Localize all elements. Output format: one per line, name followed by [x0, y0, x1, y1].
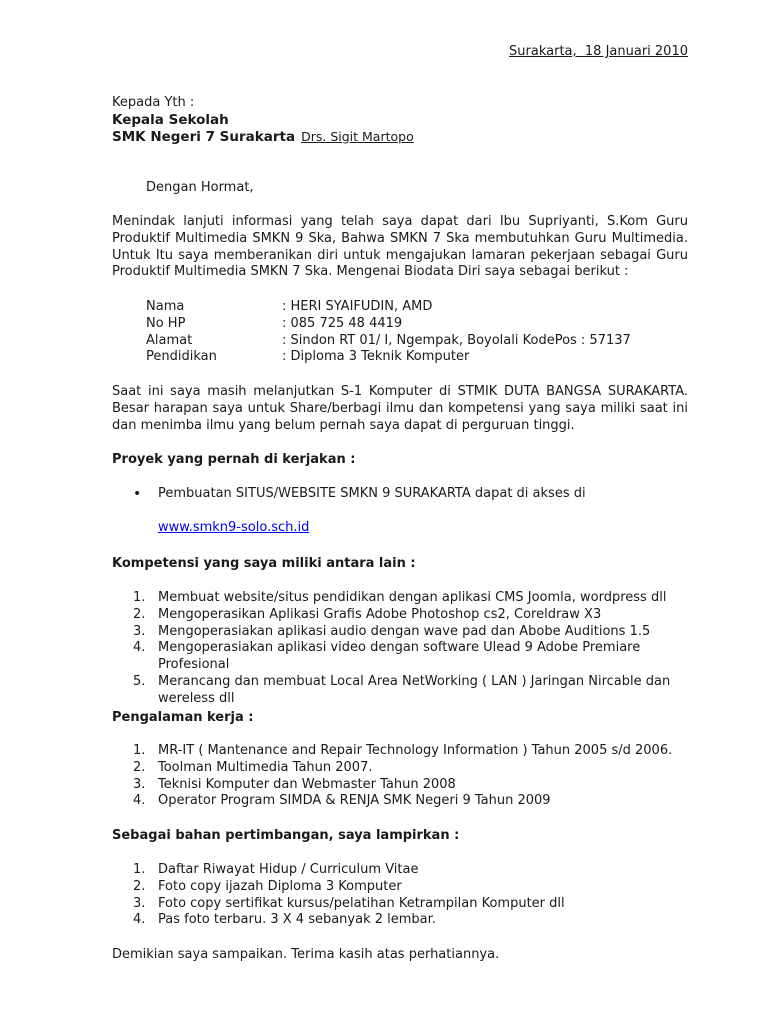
biodata-table [146, 299, 686, 366]
list-item: 5. Merancang dan membuat Local Area NetWorking ( LAN ) Jaringan Nircable dan wereless dll [133, 673, 671, 706]
experience-heading: Pengalaman kerja : [112, 710, 254, 725]
list-item: 1. MR-IT ( Mantenance and Repair Technology Information ) Tahun 2005 s/d 2006. [133, 743, 673, 758]
biodata-value: : HERI SYAIFUDIN, AMD [282, 299, 433, 314]
list-item: 2. Mengoperasikan Aplikasi Grafis Adobe Photoshop cs2, Coreldraw X3 [133, 606, 602, 622]
second-paragraph: Saat ini saya masih melanjutkan S-1 Komputer di STMIK DUTA BANGSA SURAKARTA. Besar harapan saya untuk Share/berbagi ilmu dan kompetensi yang saya miliki saat ini dan menimba ilmu yang belum pernah saya dapat di perguruan tinggi. [112, 384, 688, 433]
recipient-to: Kepada Yth : [112, 95, 195, 110]
attachments-heading: Sebagai bahan pertimbangan, saya lampirkan : [112, 828, 460, 843]
greeting: Dengan Hormat, [146, 180, 254, 195]
list-item: • Pembuatan SITUS/WEBSITE SMKN 9 SURAKARTA dapat di akses di [133, 486, 693, 503]
biodata-label: No HP [146, 315, 186, 331]
list-item: 3. Mengoperasiakan aplikasi audio dengan wave pad dan Abobe Auditions 1.5 [133, 623, 651, 639]
recipient-block [112, 95, 414, 145]
biodata-label: Nama [146, 299, 185, 314]
biodata-value: : 085 725 48 4419 [282, 315, 403, 331]
projects-list [133, 486, 693, 503]
recipient-line2: SMK Negeri 7 Surakarta [112, 128, 296, 145]
competencies-heading: Kompetensi yang saya miliki antara lain : [112, 556, 416, 571]
experience-list [133, 743, 693, 810]
biodata-label: Alamat [146, 332, 193, 348]
biodata-row [146, 299, 686, 316]
list-item: 4. Operator Program SIMDA & RENJA SMK Negeri 9 Tahun 2009 [133, 793, 551, 809]
biodata-row [146, 349, 686, 366]
list-item: 4. Pas foto terbaru. 3 X 4 sebanyak 2 lembar. [133, 912, 436, 928]
letter-date: Surakarta, 18 Januari 2010 [509, 44, 688, 59]
intro-paragraph: Menindak lanjuti informasi yang telah saya dapat dari Ibu Supriyanti, S.Kom Guru Produktif Multimedia SMKN 9 Ska, Bahwa SMKN 7 Ska membutuhkan Guru Multimedia. Untuk Itu saya memberanikan diri untuk mengajukan lamaran pekerjaan sebagai Guru Produktif Multimedia SMKN 7 Ska. Mengenai Biodata Diri saya sebagai berikut : [112, 214, 688, 280]
list-item: 3. Foto copy sertifikat kursus/pelatihan Ketrampilan Komputer dll [133, 895, 565, 911]
projects-heading: Proyek yang pernah di kerjakan : [112, 452, 356, 467]
recipient-name: Drs. Sigit Martopo [301, 128, 414, 144]
website-link[interactable]: www.smkn9-solo.sch.id [158, 520, 310, 535]
attachments-list [133, 862, 693, 929]
biodata-row [146, 333, 686, 350]
closing-text: Demikian saya sampaikan. Terima kasih atas perhatiannya. [112, 947, 500, 962]
recipient-line1: Kepala Sekolah [112, 111, 229, 128]
biodata-value: : Diploma 3 Teknik Komputer [282, 349, 470, 365]
list-item: 2. Foto copy ijazah Diploma 3 Komputer [133, 878, 402, 894]
biodata-row [146, 316, 686, 333]
list-item: 3. Teknisi Komputer dan Webmaster Tahun 2008 [133, 776, 456, 792]
list-item: 1. Membuat website/situs pendidikan dengan aplikasi CMS Joomla, wordpress dll [133, 590, 667, 605]
list-item: 4. Mengoperasiakan aplikasi video dengan software Ulead 9 Adobe Premiare Profesional [133, 640, 641, 673]
biodata-label: Pendidikan [146, 349, 217, 365]
list-item: 1. Daftar Riwayat Hidup / Curriculum Vitae [133, 862, 419, 877]
biodata-value: : Sindon RT 01/ I, Ngempak, Boyolali KodePos : 57137 [282, 332, 631, 348]
list-item: 2. Toolman Multimedia Tahun 2007. [133, 759, 373, 775]
competencies-list [133, 590, 693, 708]
